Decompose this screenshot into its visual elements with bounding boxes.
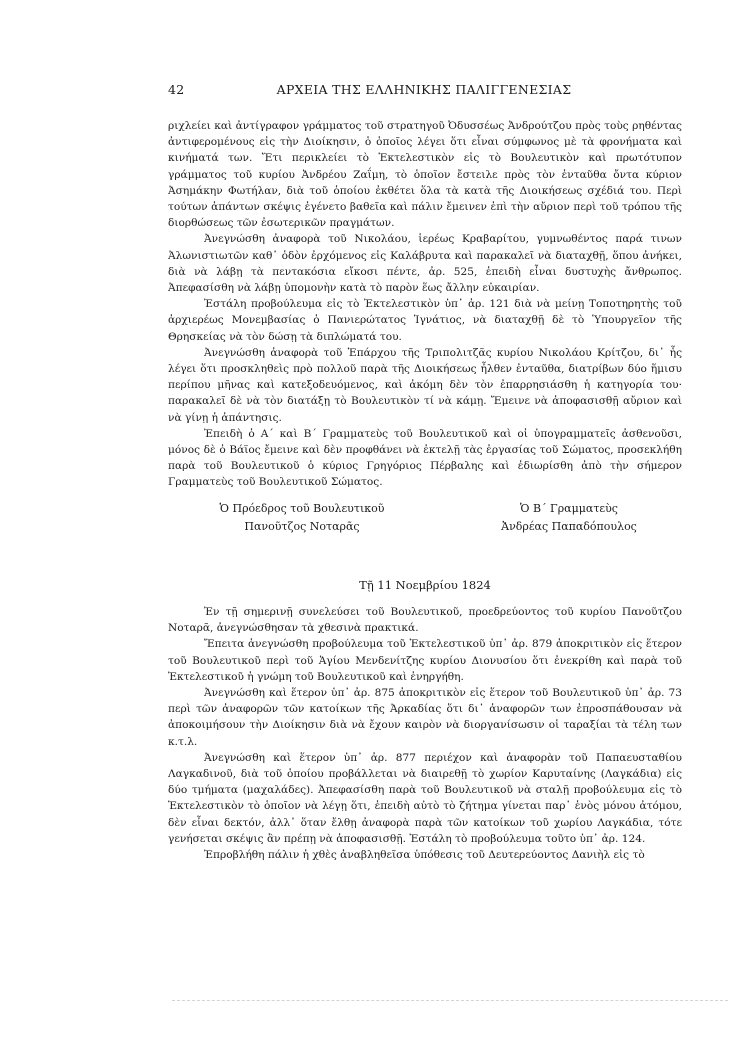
running-title: ΑΡΧΕΙΑ ΤΗΣ ΕΛΛΗΝΙΚΗΣ ΠΑΛΙΓΓΕΝΕΣΙΑΣ — [276, 82, 572, 97]
secretary-title: Ὁ Β´ Γραμματεὺς — [520, 502, 618, 515]
minutes-section-previous-day — [168, 118, 682, 491]
paragraph: Ἔπειτα ἀνεγνώσθη προβούλευμα τοῦ Ἐκτελεστικοῦ ὑπ᾽ ἀρ. 879 ἀποκριτικὸν εἰς ἕτερον τοῦ Βουλευτικοῦ περὶ τοῦ Ἁγίου Μενδενίτζης κυρίου Διονυσίου ὅτι ἐνεκρίθη καὶ παρὰ τοῦ Ἐκτελεστικοῦ ἡ γνώμη τοῦ Βουλευτικοῦ καὶ ἐνηργήθη. — [168, 638, 682, 683]
minutes-section-nov-11 — [168, 604, 682, 863]
paragraph: Ἐν τῇ σημερινῇ συνελεύσει τοῦ Βουλευτικοῦ, προεδρεύοντος τοῦ κυρίου Πανοῦτζου Νοταρᾶ, ἀνεγνώσθησαν τὰ χθεσινὰ πρακτικά. — [168, 606, 682, 635]
paragraph: Ἐπροβλήθη πάλιν ἡ χθὲς ἀναβληθεῖσα ὑπόθεσις τοῦ Δευτερεύοντος Δανιὴλ εἰς τὸ — [204, 849, 645, 862]
paragraph: Ἀνεγνώσθη ἀναφορὰ τοῦ Νικολάου, ἱερέως Κραβαρίτου, γυμνωθέντος παρά τινων Ἀλωνιστιωτῶν καθ᾽ ὁδὸν ἐρχόμενος εἰς Καλάβρυτα καὶ παρακαλεῖ νὰ διαταχθῇ, ὅπου ἀνήκει, διὰ νὰ λάβῃ τὰ πεντακόσια εἴκοσι πέντε, ἀρ. 525, ἐπειδὴ εἶναι δυστυχὴς ἄνθρωπος. Ἀπεφασίσθη νὰ λάβῃ ὑπομονὴν κατὰ τὸ παρὸν ἕως ἄλλην εὐκαιρίαν. — [168, 233, 682, 295]
paragraph-continued: ριχλείει καὶ ἀντίγραφον γράμματος τοῦ στρατηγοῦ Ὀδυσσέως Ἀνδρούτζου πρὸς τοὺς ρηθέντας ἀντιφερομένους εἰς τὴν Διοίκησιν, ὁ ὁποῖος λέγει ὅτι εἶναι σύμφωνος μὲ τὰ φρονήματα καὶ κινήματά των. Ἔτι περικλείει τὸ Ἐκτελεστικὸν εἰς τὸ Βουλευτικὸν καὶ πρωτότυπον γράμματος τοῦ κυρίου Ἀνδρέου Ζαΐμη, τὸ ὁποῖον ἔστειλε πρὸς τὸν ἐνταῦθα ὄντα κύριον Ἀσημάκην Φωτήλαν, διὰ τοῦ ὁποίου ἐκθέτει ὅλα τὰ κατὰ τῆς Διοικήσεως σχέδιά του. Περὶ τούτων ἁπάντων σκέψις ἐγένετο βαθεῖα καὶ πάλιν ἔμεινεν ἐπὶ τὴν αὔριον περὶ τοῦ τρόπου τῆς διορθώσεως τῶν ἐσωτερικῶν πραγμάτων. — [168, 120, 682, 230]
president-signature — [202, 500, 402, 536]
session-date-heading: Τῇ 11 Νοεμβρίου 1824 — [359, 578, 491, 592]
president-title: Ὁ Πρόεδρος τοῦ Βουλευτικοῦ — [219, 502, 385, 515]
secretary-name: Ἀνδρέας Παπαδόπουλος — [501, 520, 637, 533]
secretary-signature — [464, 500, 674, 536]
paragraph: Ἀνεγνώσθη καὶ ἕτερον ὑπ᾽ ἀρ. 877 περιέχον καὶ ἀναφορὰν τοῦ Παπαευσταθίου Λαγκαδινοῦ, διὰ τοῦ ὁποίου προβάλλεται νὰ διαιρεθῇ τὸ χωρίον Καρυταίνης (Λαγκάδια) εἰς δύο τμήματα (μαχαλάδες). Ἀπεφασίσθη παρὰ τοῦ Βουλευτικοῦ νὰ σταλῇ προβούλευμα εἰς τὸ Ἐκτελεστικὸν τὸ ὁποῖον νὰ λέγῃ ὅτι, ἐπειδὴ αὐτὸ τὸ ζήτημα γίνεται παρ᾽ ἑνὸς μόνου ἀτόμου, δὲν εἶναι δεκτόν, ἀλλ᾽ ὅταν ἔλθῃ ἀναφορὰ παρὰ τῶν κατοίκων τοῦ χωρίου Λαγκάδια, τότε γενήσεται σκέψις ἂν πρέπῃ νὰ ἀποφασισθῇ. Ἐστάλη τὸ προβούλευμα τοῦτο ὑπ᾽ ἀρ. 124. — [168, 751, 682, 845]
scan-footer-line — [172, 1000, 728, 1001]
paragraph: Ἐπειδὴ ὁ Α´ καὶ Β´ Γραμματεὺς τοῦ Βουλευτικοῦ καὶ οἱ ὑπογραμματεῖς ἀσθενοῦσι, μόνος δὲ ὁ Βάϊος ἔμεινε καὶ δὲν προφθάνει νὰ ἐκτελῇ τὰς ἐργασίας τοῦ Σώματος, προσεκλήθη παρὰ τοῦ Βουλευτικοῦ ὁ κύριος Γρηγόριος Πέρβαλης καὶ ἐδιωρίσθη ἀπὸ τὴν σήμερον Γραμματεὺς τοῦ Βουλευτικοῦ Σώματος. — [168, 427, 682, 489]
president-name: Πανοῦτζος Νοταρᾶς — [244, 520, 360, 533]
page-header — [168, 82, 680, 102]
page-number: 42 — [168, 82, 185, 97]
paragraph: Ἀνεγνώσθη καὶ ἕτερον ὑπ᾽ ἀρ. 875 ἀποκριτικὸν εἰς ἕτερον τοῦ Βουλευτικοῦ ὑπ᾽ ἀρ. 73 περὶ τῶν ἀναφορῶν τῶν κατοίκων τῆς Ἀρκαδίας ὅτι δι᾽ ἀναφορῶν των ἐπροσπάθουσαν νὰ ἀποκοιμήσουν τὴν Διοίκησιν διὰ νὰ ἔχουν καιρὸν νὰ διοργανίσωσιν οἱ ταραξίαι τὰ τέλη των κ.τ.λ. — [168, 687, 682, 748]
paragraph: Ἀνεγνώσθη ἀναφορὰ τοῦ Ἐπάρχου τῆς Τριπολιτζᾶς κυρίου Νικολάου Κρίτζου, δι᾽ ἧς λέγει ὅτι προσκληθεὶς πρὸ πολλοῦ παρὰ τῆς Διοικήσεως ἦλθεν ἐνταῦθα, διατρίβων δύο ἥμισυ περίπου μῆνας καὶ κατεξοδευόμενος, καὶ ἀκόμη δὲν τὸν ἐπαρρησιάσθη ἡ κατηγορία του· παρακαλεῖ δὲ νὰ τὸν διατάξῃ τὸ Βουλευτικὸν τί νὰ κάμῃ. Ἔμεινε νὰ ἀποφασισθῇ αὔριον καὶ νὰ γίνῃ ἡ ἀπάντησις. — [168, 346, 682, 424]
signature-block — [168, 500, 682, 540]
paragraph: Ἐστάλη προβούλευμα εἰς τὸ Ἐκτελεστικὸν ὑπ᾽ ἀρ. 121 διὰ νὰ μείνῃ Τοποτηρητὴς τοῦ ἀρχιερέως Μονεμβασίας ὁ Πανιερώτατος Ἰγνάτιος, νὰ διαταχθῇ δὲ τὸ Ὑπουργεῖον τῆς Θρησκείας νὰ τὸν δώσῃ τὰ διπλώματά του. — [168, 298, 682, 343]
